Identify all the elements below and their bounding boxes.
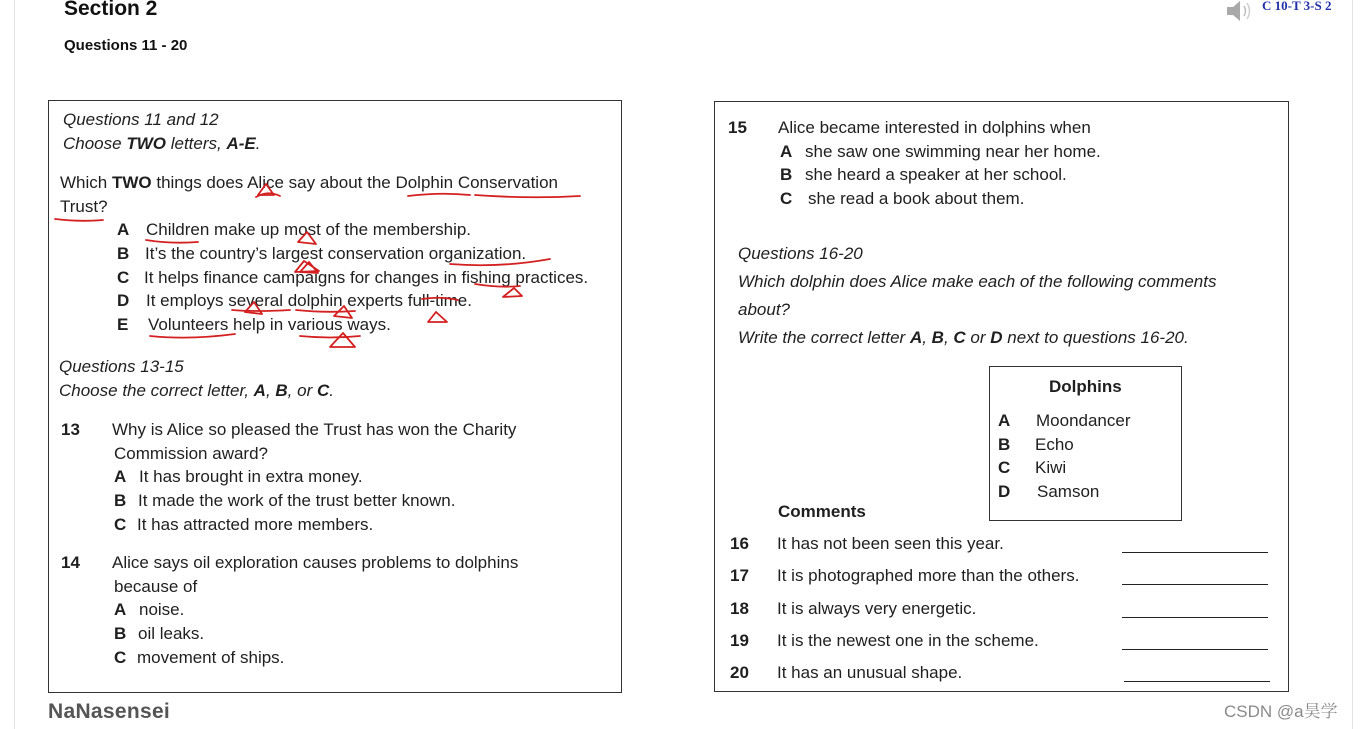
brand-logo-text: NaNasensei xyxy=(48,700,171,723)
q13-question-line2: Commission award? xyxy=(114,444,268,463)
page-edge-right xyxy=(1352,0,1353,729)
q16-answer-blank[interactable] xyxy=(1122,552,1268,553)
q13-option-b: B It made the work of the trust better known. xyxy=(114,491,456,510)
q15-question: Alice became interested in dolphins when xyxy=(778,118,1091,137)
q13-number: 13 xyxy=(61,420,80,439)
q20-comment: It has an unusual shape. xyxy=(777,663,963,682)
q16-20-instruction-line2: about? xyxy=(738,300,790,319)
q15-option-b: B she heard a speaker at her school. xyxy=(780,165,1067,184)
dolphins-title: Dolphins xyxy=(1049,377,1122,396)
dolphin-d: D Samson xyxy=(998,482,1100,501)
q17-comment: It is photographed more than the others. xyxy=(777,566,1080,585)
q17-answer-blank[interactable] xyxy=(1122,584,1268,585)
q13-15-heading: Questions 13-15 xyxy=(59,357,184,376)
q16-20-heading: Questions 16-20 xyxy=(738,244,863,263)
q14-question: Alice says oil exploration causes problems to dolphins xyxy=(112,553,519,572)
q18-number: 18 xyxy=(730,599,749,618)
q14-option-a: A noise. xyxy=(114,600,185,619)
q19-number: 19 xyxy=(730,631,749,650)
q13-option-a: A It has brought in extra money. xyxy=(114,467,363,486)
q15-number: 15 xyxy=(728,118,747,137)
q16-number: 16 xyxy=(730,534,749,553)
q20-answer-blank[interactable] xyxy=(1124,681,1270,682)
q19-comment: It is the newest one in the scheme. xyxy=(777,631,1039,650)
page-edge-left xyxy=(14,0,15,729)
q18-answer-blank[interactable] xyxy=(1122,617,1268,618)
q15-option-c: C she read a book about them. xyxy=(780,189,1025,208)
section-title: Section 2 xyxy=(64,0,158,20)
q18-comment: It is always very energetic. xyxy=(777,599,977,618)
q11-option-d: D It employs several dolphin experts full-time. xyxy=(117,291,472,310)
dolphin-b: B Echo xyxy=(998,435,1074,454)
q16-20-write-instruction: Write the correct letter A, B, C or D next to questions 16-20. xyxy=(738,328,1189,347)
q11-option-a: A Children make up most of the membership. xyxy=(117,220,472,239)
csdn-watermark: CSDN @a昊学 xyxy=(1224,702,1338,721)
q13-option-c: C It has attracted more members. xyxy=(114,515,374,534)
q14-option-b: B oil leaks. xyxy=(114,624,205,643)
q20-number: 20 xyxy=(730,663,749,682)
q19-answer-blank[interactable] xyxy=(1122,649,1268,650)
test-code: C 10-T 3-S 2 xyxy=(1262,0,1332,13)
q14-number: 14 xyxy=(61,553,80,572)
q11-option-b: B It’s the country’s largest conservation organization. xyxy=(117,244,527,263)
q17-number: 17 xyxy=(730,566,749,585)
q16-20-instruction: Which dolphin does Alice make each of the following comments xyxy=(738,272,1217,291)
q11-12-stem: Which TWO things does Alice say about the Dolphin Conservation xyxy=(60,173,558,192)
speaker-icon[interactable] xyxy=(1224,0,1258,22)
q16-comment: It has not been seen this year. xyxy=(777,534,1004,553)
q14-question-line2: because of xyxy=(114,577,198,596)
q11-12-heading: Questions 11 and 12 xyxy=(63,110,219,129)
q15-option-a: A she saw one swimming near her home. xyxy=(780,142,1101,161)
q11-12-stem-line2: Trust? xyxy=(60,197,108,216)
q11-option-e: E Volunteers help in various ways. xyxy=(117,315,391,334)
comments-title: Comments xyxy=(778,502,866,521)
q14-option-c: C movement of ships. xyxy=(114,648,285,667)
q11-12-instruction: Choose TWO letters, A-E. xyxy=(63,134,261,153)
questions-range: Questions 11 - 20 xyxy=(64,37,188,54)
q11-option-c: C It helps finance campaigns for changes in fishing practices. xyxy=(117,268,589,287)
q13-question: Why is Alice so pleased the Trust has won the Charity xyxy=(112,420,517,439)
q13-15-instruction: Choose the correct letter, A, B, or C. xyxy=(59,381,334,400)
dolphin-a: A Moondancer xyxy=(998,411,1131,430)
dolphin-c: C Kiwi xyxy=(998,458,1067,477)
